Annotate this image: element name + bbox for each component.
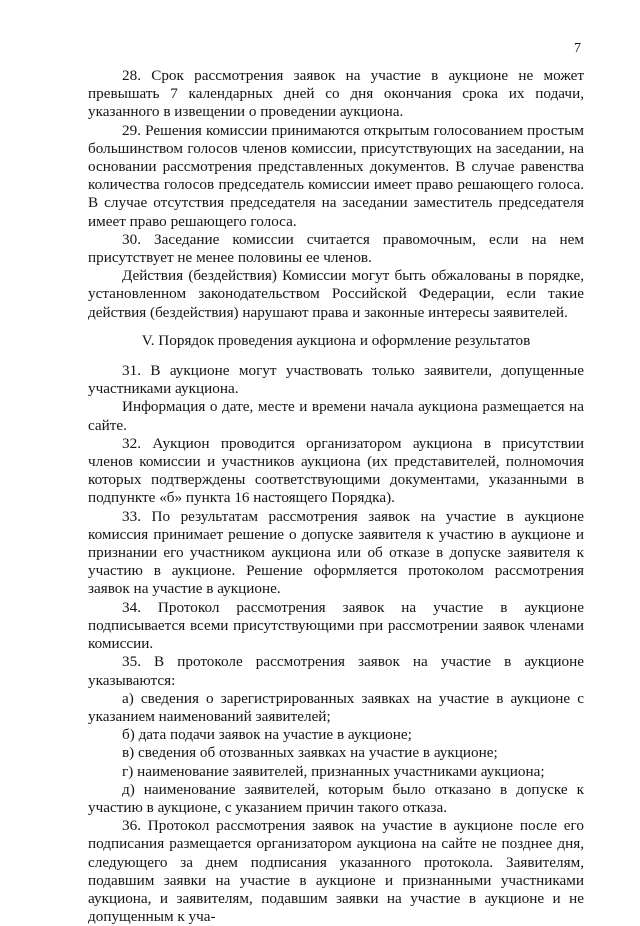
list-item-v: в) сведения об отозванных заявках на участие в аукционе; — [122, 744, 498, 762]
paragraph-auction-info: Информация о дате, месте и времени начала аукциона размещается на сайте. — [88, 398, 584, 434]
paragraph-appeal: Действия (бездействия) Комиссии могут быть обжалованы в порядке, установленном законодательством Российской Федерации, если такие действия (бездействия) нарушают права и законные интересы заявителей. — [88, 267, 584, 321]
paragraph-35: 35. В протоколе рассмотрения заявок на участие в аукционе указываются: — [88, 653, 584, 689]
list-item-g: г) наименование заявителей, признанных участниками аукциона; — [122, 762, 545, 780]
page-number: 7 — [574, 41, 581, 56]
paragraph-31: 31. В аукционе могут участвовать только заявители, допущенные участниками аукциона. — [88, 362, 584, 398]
section-heading: V. Порядок проведения аукциона и оформление результатов — [141, 331, 531, 349]
list-item-a: а) сведения о зарегистрированных заявках на участие в аукционе с указанием наименований заявителей; — [88, 689, 584, 725]
paragraph-36: 36. Протокол рассмотрения заявок на участие в аукционе после его подписания размещается организатором аукциона на сайте не позднее дня, следующего за днем подписания указанного протокола. Заявителям, подавшим заявки на участие в аукционе и признанными участниками аукциона, и заявителям, подавшим заявки на участие в аукционе и не допущенным к уча- — [88, 817, 584, 926]
paragraph-28: 28. Срок рассмотрения заявок на участие в аукционе не может превышать 7 календарных дней со дня окончания срока их подачи, указанного в извещении о проведении аукциона. — [88, 67, 584, 121]
paragraph-29: 29. Решения комиссии принимаются открытым голосованием простым большинством голосов членов комиссии, присутствующих на заседании, на основании рассмотрения представленных документов. В случае равенства количества голосов председатель комиссии имеет право решающего голоса. В случае отсутствия председателя на заседании заместитель председателя имеет право решающего голоса. — [88, 121, 584, 230]
document-body — [88, 67, 584, 926]
paragraph-32: 32. Аукцион проводится организатором аукциона в присутствии членов комиссии и участников аукциона (их представителей, полномочия которых подтверждены соответствующими документами, указанными в подпункте «б» пункта 16 настоящего Порядка). — [88, 434, 584, 507]
paragraph-30: 30. Заседание комиссии считается правомочным, если на нем присутствует не менее половины ее членов. — [88, 230, 584, 267]
paragraph-34: 34. Протокол рассмотрения заявок на участие в аукционе подписывается всеми присутствующими при рассмотрении заявок членами комиссии. — [88, 598, 584, 653]
list-item-d: д) наименование заявителей, которым было отказано в допуске к участию в аукционе, с указанием причин такого отказа. — [88, 780, 584, 816]
list-item-b: б) дата подачи заявок на участие в аукционе; — [122, 726, 412, 744]
paragraph-33: 33. По результатам рассмотрения заявок на участие в аукционе комиссия принимает решение о допуске заявителя к участию в аукционе и признании его участником аукциона или об отказе в допуске заявителя к участию в аукционе. Решение оформляется протоколом рассмотрения заявок на участие в аукционе. — [88, 507, 584, 598]
